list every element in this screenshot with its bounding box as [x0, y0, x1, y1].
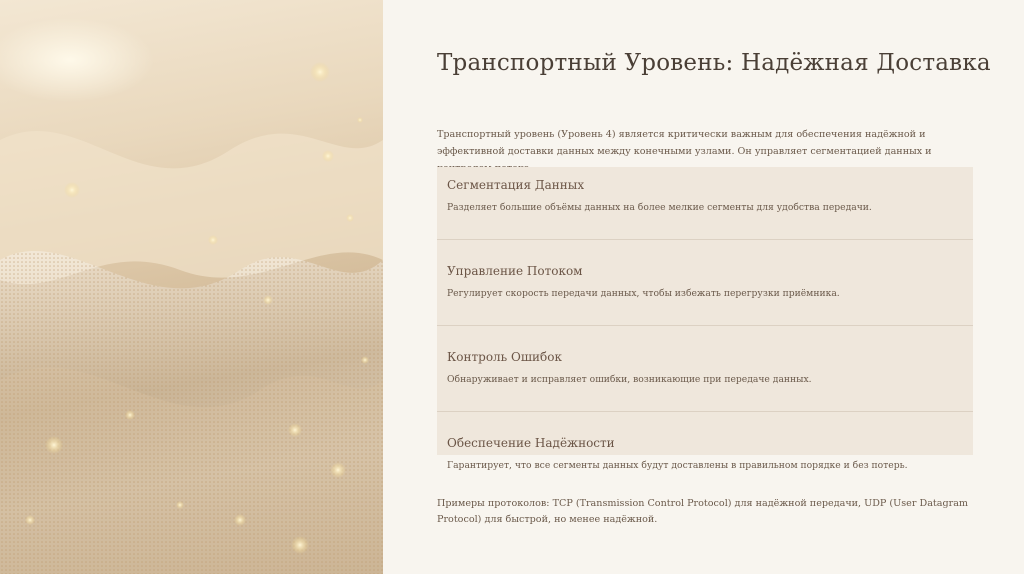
feature-card-error-control: [437, 326, 973, 412]
feature-description: Обнаруживает и исправляет ошибки, возникающие при передаче данных.: [447, 374, 812, 385]
feature-title: Контроль Ошибок: [447, 350, 562, 364]
page-title: Транспортный Уровень: Надёжная Доставка: [437, 50, 991, 76]
hero-image: [0, 0, 383, 574]
intro-paragraph: Транспортный уровень (Уровень 4) является критически важным для обеспечения надёжной и эффективной доставки данных между конечными узлами. Он управляет сегментацией данных и: [437, 129, 932, 157]
feature-title: Управление Потоком: [447, 264, 583, 278]
feature-list: [437, 167, 973, 471]
golden-wave-illustration: [0, 0, 383, 574]
feature-description: Разделяет большие объёмы данных на более мелкие сегменты для удобства передачи.: [447, 202, 872, 213]
feature-card-reliability: [437, 412, 973, 471]
feature-card-segmentation: [437, 167, 973, 240]
feature-title: Обеспечение Надёжности: [447, 436, 615, 450]
feature-title: Сегментация Данных: [447, 178, 585, 192]
feature-description: Регулирует скорость передачи данных, чтобы избежать перегрузки приёмника.: [447, 288, 840, 299]
protocol-examples: Примеры протоколов: TCP (Transmission Control Protocol) для надёжной передачи, UDP (User Datagram Protocol) для быстрой, но менее надёжной.: [437, 498, 969, 525]
feature-description: Гарантирует, что все сегменты данных будут доставлены в правильном порядке и без потерь.: [447, 460, 908, 471]
feature-card-flow-control: [437, 240, 973, 326]
